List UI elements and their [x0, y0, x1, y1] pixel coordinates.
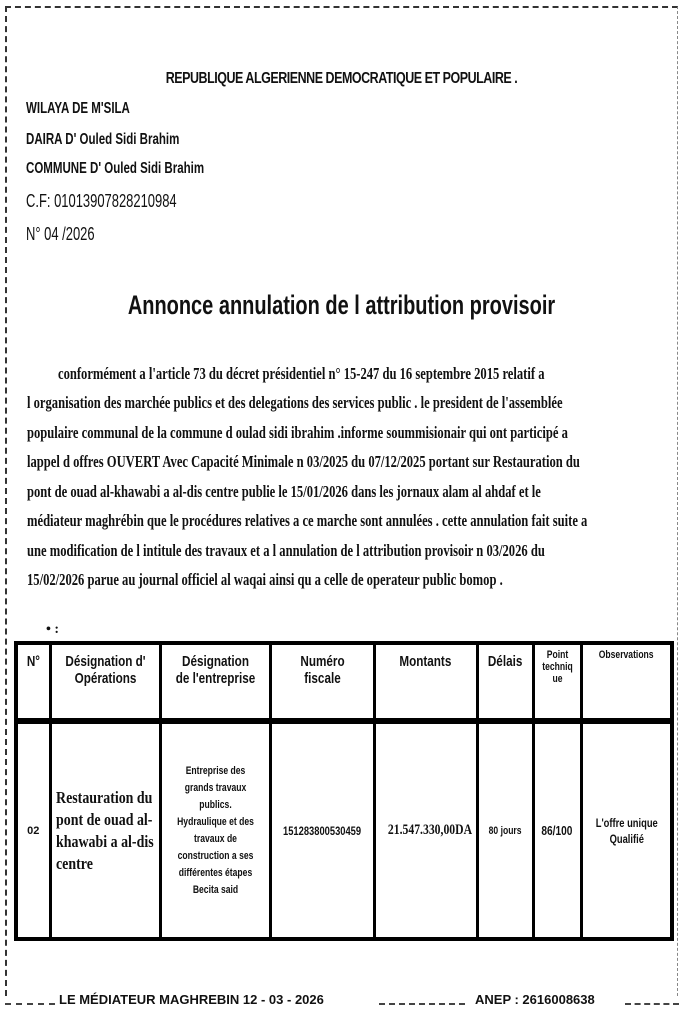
attribution-table [14, 641, 674, 941]
body-line: l organisation des marchée publics et des delegations des services public . le president de l'assemblée [27, 393, 563, 412]
body-line: conformément a l'article 73 du décret présidentiel n° 15-247 du 16 septembre 2015 relatif a [58, 364, 545, 383]
footer-divider [5, 998, 55, 1005]
wilaya-line: WILAYA DE M'SILA [26, 100, 130, 117]
cell-operation: Restauration du pont de ouad al-khawabi a al-dis centre [50, 721, 160, 939]
cell-point-technique: 86/100 [533, 721, 581, 939]
body-line: 15/02/2026 parue au journal officiel al waqai ainsi qu a celle de operateur public bomop . [27, 570, 503, 589]
footer-divider [379, 998, 465, 1005]
republic-heading: REPUBLIQUE ALGERIENNE DEMOCRATIQUE ET POPULAIRE . [165, 70, 518, 87]
header-delais: Délais [477, 643, 533, 721]
header-n: N° [16, 643, 50, 721]
body-line: une modification de l intitule des travaux et a l annulation de l attribution provisoir n 03/2026 du [27, 541, 545, 560]
cell-n: 02 [16, 721, 50, 939]
cell-montant: 21.547.330,00DA [374, 721, 477, 939]
footer-divider [625, 998, 679, 1005]
table-row [16, 721, 672, 939]
cell-entreprise: Entreprise des grands travaux publics. Hydraulique et des travaux de construction a ses différentes étapes Becita said [160, 721, 270, 939]
table-header-row [16, 643, 672, 721]
cell-numero-fiscale: 151283800530459 [270, 721, 374, 939]
cell-observations: L'offre unique Qualifié [581, 721, 672, 939]
footer-publication: LE MÉDIATEUR MAGHREBIN 12 - 03 - 2026 [59, 992, 324, 1007]
header-observations: Observations [581, 643, 672, 721]
header-point-technique: Point techniq ue [533, 643, 581, 721]
daira-line: DAIRA D' Ouled Sidi Brahim [26, 131, 180, 148]
header-operation: Désignation d' Opérations [50, 643, 160, 721]
document-number: N° 04 /2026 [26, 224, 95, 244]
commune-line: COMMUNE D' Ouled Sidi Brahim [26, 160, 205, 177]
cell-delais: 80 jours [477, 721, 533, 939]
header-entreprise: Désignation de l'entreprise [160, 643, 270, 721]
header-montants: Montants [374, 643, 477, 721]
footer [5, 992, 683, 1012]
header-numero-fiscale: Numéro fiscale [270, 643, 374, 721]
bullet-marker: • : [46, 622, 60, 637]
body-line: populaire communal de la commune d oulad sidi ibrahim .informe soummisionair qui ont participé a [27, 423, 568, 442]
footer-anep: ANEP : 2616008638 [475, 992, 595, 1007]
body-line: pont de ouad al-khawabi a al-dis centre publie le 15/01/2026 dans les jornaux alam al ahdaf et le [27, 482, 541, 501]
body-line: lappel d offres OUVERT Avec Capacité Minimale n 03/2025 du 07/12/2025 portant sur Restauration du [27, 452, 580, 471]
announcement-title: Annonce annulation de l attribution provisoir [127, 290, 556, 320]
body-line: médiateur maghrébin que le procédures relatives a ce marche sont annulées . cette annulation fait suite a [27, 511, 588, 530]
fiscal-code-line: C.F: 01013907828210984 [26, 191, 177, 211]
